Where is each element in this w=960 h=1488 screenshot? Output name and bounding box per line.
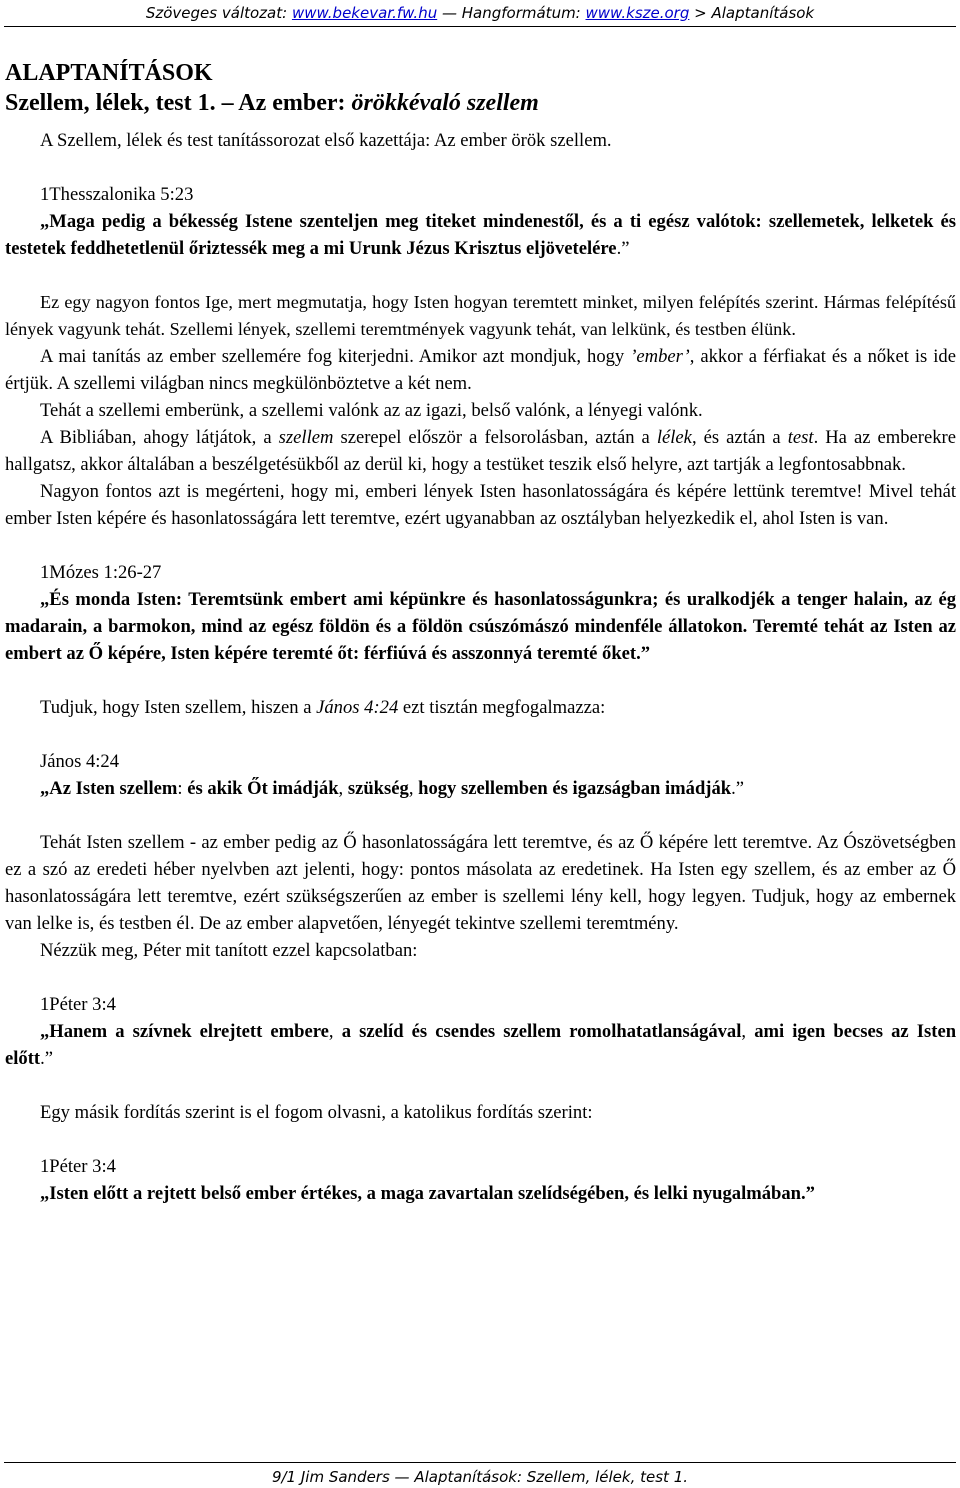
v3-part-5: szükség — [347, 778, 409, 799]
v3-part-2: : — [177, 778, 188, 799]
v3-part-3: és akik Őt imádják — [187, 778, 339, 799]
header-middle: — Hangformátum: — [437, 4, 586, 22]
paragraph-1: Ez egy nagyon fontos Ige, mert megmutatja, hogy Isten hogyan teremtett minket, milyen felépítés szerint. Hármas felépítésű lények vagyunk tehát. Szellemi lények, szellemi teremtmények vagyunk tehát, van lelkünk, és testben élünk. — [5, 292, 956, 339]
verse5-reference: 1Péter 3:4 — [40, 1156, 116, 1177]
v4-part-3: a szelíd és csendes szellem romolhatatlanságával — [341, 1021, 742, 1042]
p4-em-szellem: szellem — [278, 427, 334, 448]
v4-part-4: , — [741, 1021, 755, 1042]
spacer — [5, 667, 956, 694]
p6-emphasis: János 4:24 — [316, 697, 399, 718]
spacer — [5, 532, 956, 559]
doc-title: ALAPTANÍTÁSOK — [5, 60, 213, 86]
intro-paragraph: A Szellem, lélek és test tanítássorozat első kazettája: Az ember örök szellem. — [40, 130, 612, 151]
subtitle-italic: örökkévaló szellem — [351, 90, 539, 116]
header-suffix: > Alaptanítások — [689, 4, 815, 22]
paragraph-3: Tehát a szellemi emberünk, a szellemi valónk az az igazi, belső valónk, a lényegi valónk. — [40, 400, 703, 421]
subtitle-plain: Szellem, lélek, test 1. – Az ember: — [5, 90, 352, 116]
bekevar-link[interactable]: www.bekevar.fw.hu — [291, 4, 438, 22]
spacer — [5, 118, 956, 127]
p4-em-test: test — [787, 427, 814, 448]
v4-part-6: .” — [40, 1048, 54, 1069]
verse1-body: „Maga pedig a békesség Istene szenteljen meg titeket mindenestől, és a ti egész valótok: szellemetek, lelketek és testetek feddhetetlenül őriztessék meg a mi Urunk Jézus Krisztus eljövetelére — [5, 211, 956, 259]
p4-part-b: szerepel először a felsorolásban, aztán a — [333, 427, 657, 448]
page-footer: 9/1 Jim Sanders — Alaptanítások: Szellem, lélek, test 1. — [271, 1468, 689, 1486]
spacer — [5, 964, 956, 991]
p4-em-lelek: lélek — [656, 427, 692, 448]
verse1-end: .” — [616, 238, 630, 259]
p2-emphasis: ’ember’ — [630, 346, 690, 367]
verse2-reference: 1Mózes 1:26-27 — [40, 562, 162, 583]
paragraph-2 — [5, 343, 956, 397]
v3-part-6: , — [408, 778, 419, 799]
spacer — [5, 1126, 956, 1153]
v3-part-7: hogy szellemben és igazságban imádják — [418, 778, 732, 799]
p6-part-b: ezt tisztán megfogalmazza: — [398, 697, 606, 718]
doc-subtitle — [5, 88, 956, 118]
footer-rule — [4, 1462, 956, 1463]
paragraph-5: Nagyon fontos azt is megérteni, hogy mi, emberi lények Isten hasonlatosságára és képére lettünk teremtve! Mivel tehát ember Isten képére és hasonlatosságára lett teremtve, ezért ugyanabban az osztályban helyezkedik el, ahol Isten is van. — [5, 481, 956, 529]
page-header — [0, 4, 960, 22]
v3-part-4: , — [338, 778, 348, 799]
paragraph-9: Egy másik fordítás szerint is el fogom olvasni, a katolikus fordítás szerint: — [40, 1102, 593, 1123]
v3-part-8: .” — [731, 778, 745, 799]
verse1-text — [5, 208, 956, 262]
verse1-reference: 1Thesszalonika 5:23 — [40, 184, 194, 205]
v4-part-1: „Hanem a szívnek elrejtett embere — [40, 1021, 329, 1042]
verse2-text: „És monda Isten: Teremtsünk embert ami képünkre és hasonlatosságunkra; és uralkodjék a tenger halain, az ég madarain, a barmokon, mind az egész földön és a földön csúszómászó mindenféle állatokon. Teremté tehát az Isten az embert az Ő képére, Isten képére teremté őt: férfiúvá és asszonnyá teremté őket.” — [5, 589, 956, 664]
verse3-reference: János 4:24 — [40, 751, 120, 772]
verse4-text — [5, 1018, 956, 1072]
paragraph-8: Nézzük meg, Péter mit tanított ezzel kapcsolatban: — [40, 940, 418, 961]
spacer — [5, 262, 956, 289]
spacer — [5, 721, 956, 748]
paragraph-7: Tehát Isten szellem - az ember pedig az Ő hasonlatosságára lett teremtve, és az Ő képére lett teremtve. Az Ószövetségben ez a szó az eredeti héber nyelvben azt jelenti, hogy: pontos másolata az eredetinek. Ha Isten egy szellem, és az ember az Ő hasonlatosságára lett teremtve, ezért szükségszerűen az ember is szellemi lény kell, hogy legyen. Tudjuk, hogy az embernek van lelke is, és testben él. De az ember alapvetően, lényegét tekintve szellemi teremtmény. — [5, 832, 956, 934]
document-body — [5, 58, 956, 1207]
paragraph-6 — [5, 694, 956, 721]
v4-part-5: ami igen becses az Isten előtt — [5, 1021, 957, 1069]
spacer — [5, 1072, 956, 1099]
paragraph-4 — [5, 424, 956, 478]
spacer — [5, 802, 956, 829]
verse5-text: „Isten előtt a rejtett belső ember értékes, a maga zavartalan szelídségében, és lelki nyugalmában.” — [40, 1183, 815, 1204]
p4-part-d: . Ha az emberekre hallgatsz, akkor általában a beszélgetésükből az derül ki, hogy a testüket teszik első helyre, azt tartják a legfontosabbnak. — [5, 427, 956, 475]
p2-part-b: , akkor a férfiakat és a nőket is ide értjük. A szellemi világban nincs megkülönböztetve a két nem. — [5, 346, 956, 394]
p2-part-a: A mai tanítás az ember szellemére fog kiterjedni. Amikor azt mondjuk, hogy — [40, 346, 631, 367]
p4-part-c: , és aztán a — [691, 427, 788, 448]
v3-part-1: „Az Isten szellem — [40, 778, 178, 799]
v4-part-2: , — [328, 1021, 342, 1042]
spacer — [5, 154, 956, 181]
verse3-text — [5, 775, 956, 802]
p6-part-a: Tudjuk, hogy Isten szellem, hiszen a — [40, 697, 317, 718]
verse4-reference: 1Péter 3:4 — [40, 994, 116, 1015]
header-prefix: Szöveges változat: — [145, 4, 292, 22]
header-rule — [4, 26, 956, 27]
p4-part-a: A Bibliában, ahogy látjátok, a — [40, 427, 279, 448]
ksze-link[interactable]: www.ksze.org — [585, 4, 690, 22]
